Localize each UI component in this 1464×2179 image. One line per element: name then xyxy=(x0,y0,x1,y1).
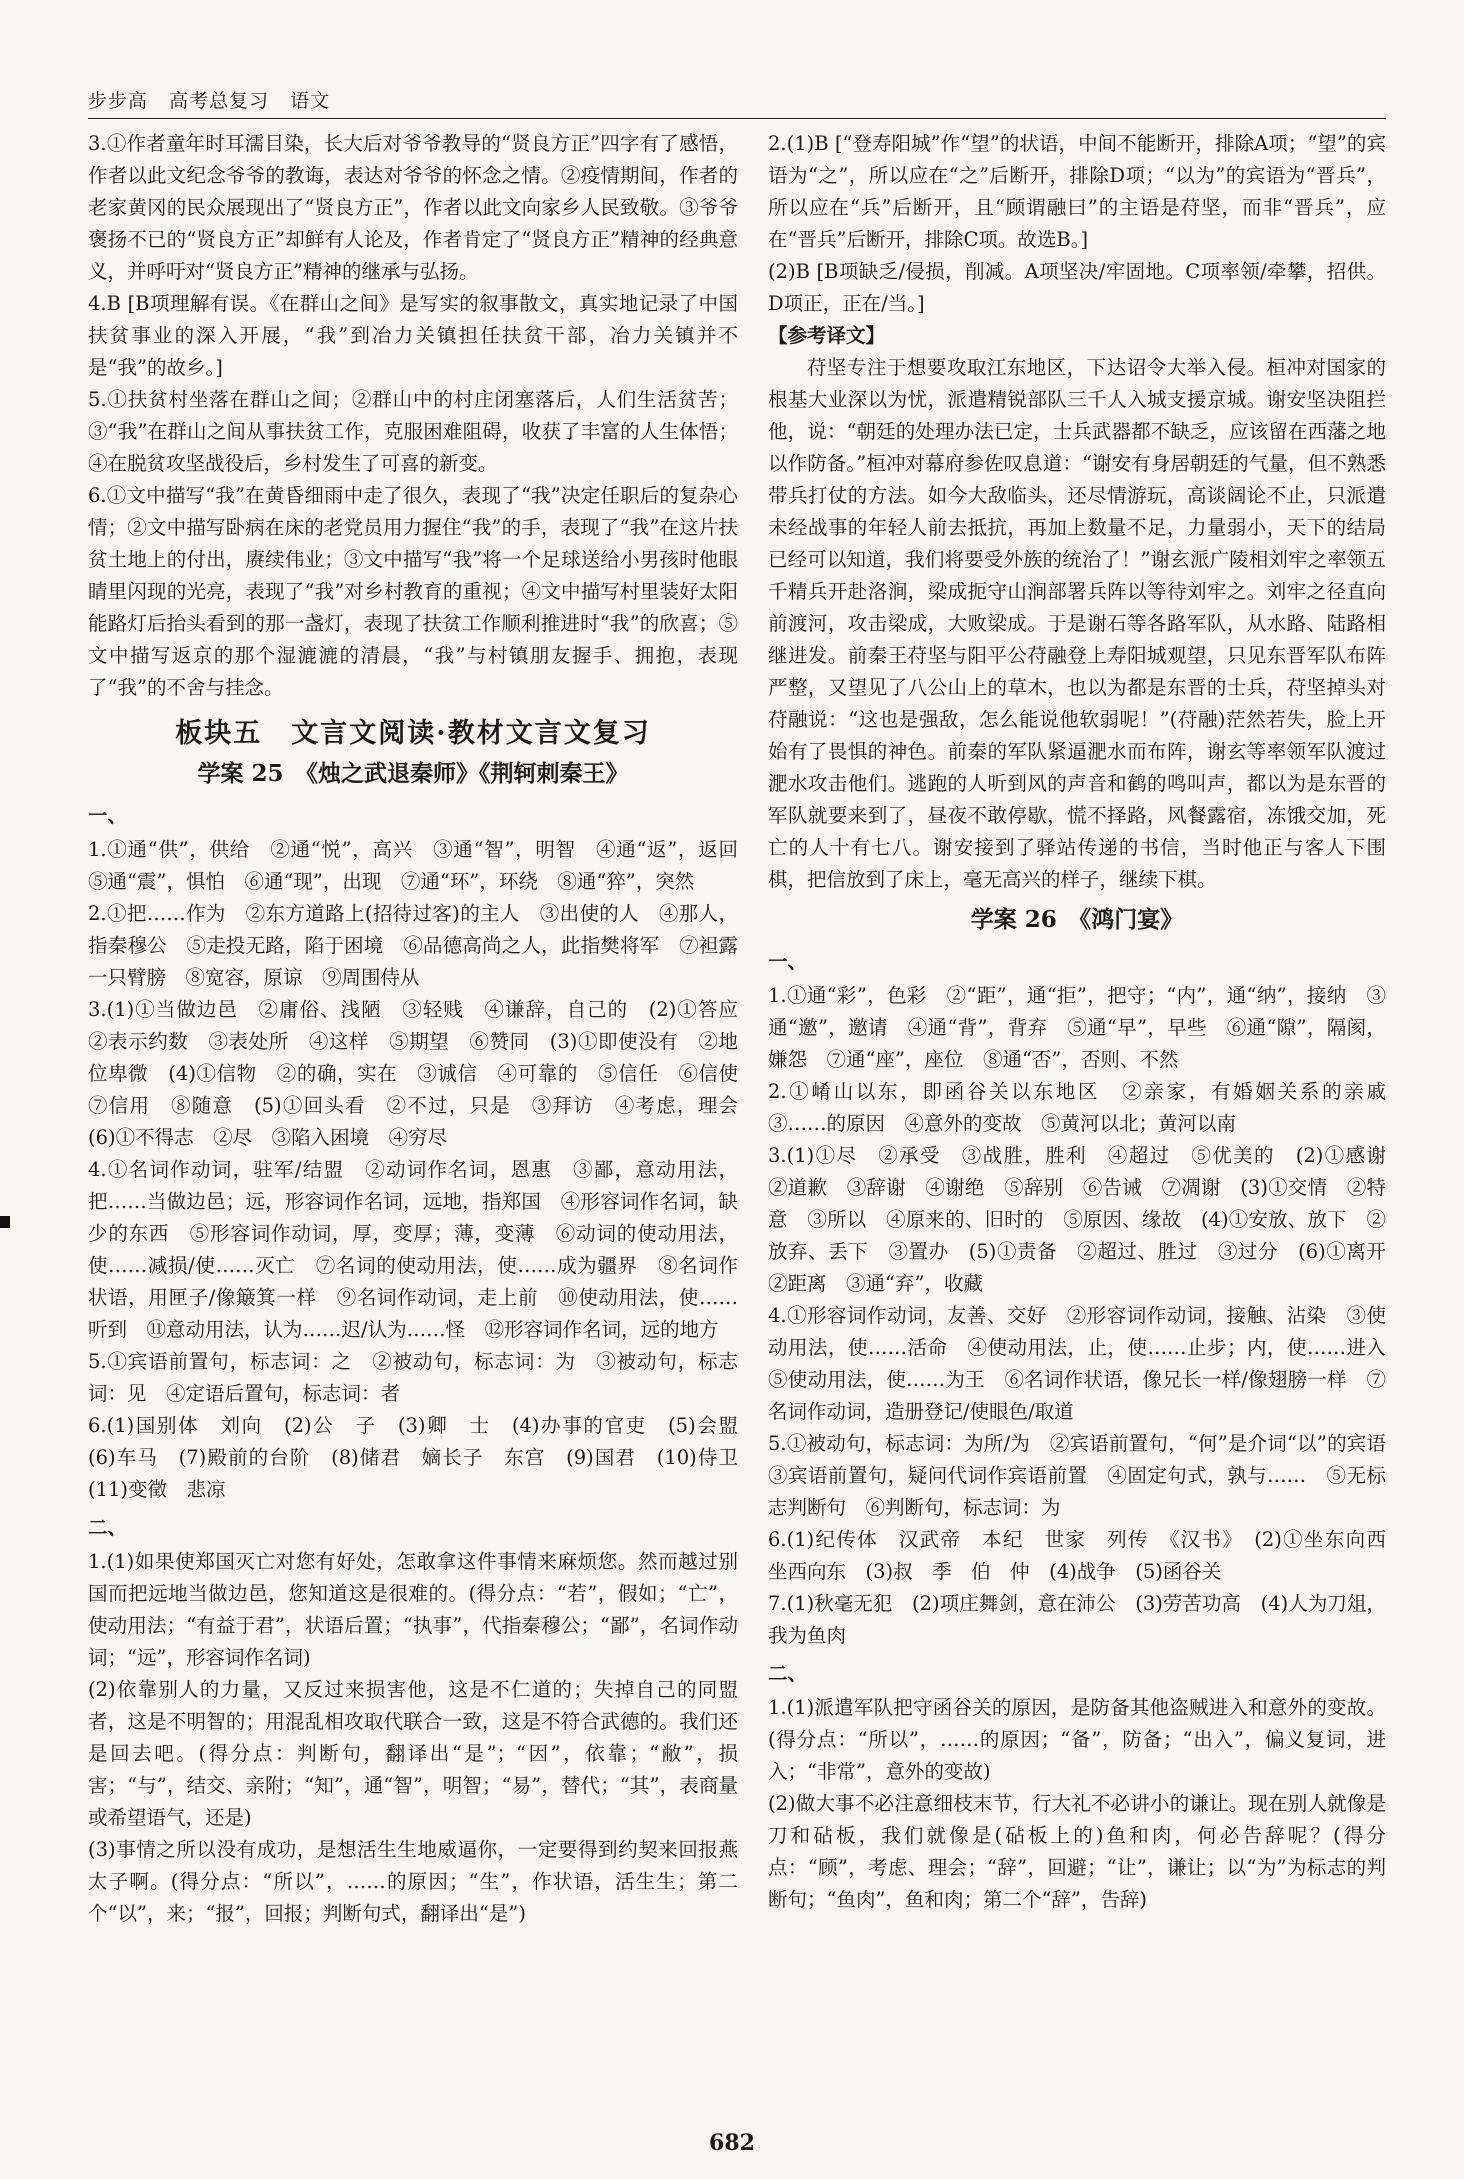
case26-q7: 7.(1)秋毫无犯 (2)项庄舞剑，意在沛公 (3)劳苦功高 (4)人为刀俎，我为鱼肉 xyxy=(768,1592,1386,1647)
case26-translation-1: 1.(1)派遣军队把守函谷关的原因，是防备其他盗贼进入和意外的变故。(得分点：“所以”，……的原因；“备”，防备；“出入”，偏义复词，进入；“非常”，意外的变故) xyxy=(768,1696,1386,1783)
page-number: 682 xyxy=(709,2130,755,2156)
case25-translation-2: (2)依靠别人的力量，又反过来损害他，这是不仁道的；失掉自己的同盟者，这是不明智的；用混乱相攻取代联合一致，这是不符合武德的。我们还是回去吧。(得分点：判断句，翻译出“是”；“因”，依靠；“敝”，损害；“与”，结交、亲附；“知”，通“智”，明智；“易”，替代；“其”，表商量或希望语气，还是) xyxy=(88,1678,738,1829)
part1-mark: 一、 xyxy=(768,950,808,973)
page-header xyxy=(88,86,344,113)
case26-q6: 6.(1)纪传体 汉武帝 本纪 世家 列传 《汉书》 (2)①坐东向西 坐西向东 (3)叔 季 伯 仲 (4)战争 (5)函谷关 xyxy=(768,1528,1406,1583)
answer-2-2: (2)B [B项缺乏/侵损，削减。A项坚决/牢固地。C项率领/牵攀，招供。D项正，正在/当。] xyxy=(768,260,1386,315)
case26-q4: 4.①形容词作动词，友善、交好 ②形容词作动词，接触、沾染 ③使动用法，使……活命 ④使动用法，止，使……止步；内，使……进入 ⑤使动用法，使……为王 ⑥名词作状语，像兄长一样/像翅膀一样 ⑦名词作动词，造册登记/使眼色/取道 xyxy=(768,1304,1406,1423)
answer-5: 5.①扶贫村坐落在群山之间；②群山中的村庄闭塞落后，人们生活贫苦；③“我”在群山之间从事扶贫工作，克服困难阻碍，收获了丰富的人生体悟；④在脱贫攻坚战役后，乡村发生了可喜的新变。 xyxy=(88,388,738,475)
header-subject: 语文 xyxy=(290,90,331,112)
part1-mark: 一、 xyxy=(88,804,128,827)
part2-mark: 二、 xyxy=(88,1516,128,1539)
case25-translation-1: 1.(1)如果使郑国灭亡对您有好处，怎敢拿这件事情来麻烦您。然而越过别国而把远地当做边邑，您知道这是很难的。(得分点：“若”，假如；“亡”，使动用法；“有益于君”，状语后置；“执事”，代指秦穆公；“鄙”，名词作动词；“远”，形容词作名词) xyxy=(88,1550,738,1669)
header-rule xyxy=(88,118,1386,119)
reference-translation-title: 【参考译文】 xyxy=(768,324,886,347)
case25-title: 学案 25 《烛之武退秦师》《荆轲刺秦王》 xyxy=(197,760,629,787)
case26-q1: 1.①通“彩”，色彩 ②“距”，通“拒”，把守；“内”，通“纳”，接纳 ③通“邀”，邀请 ④通“背”，背弃 ⑤通“早”，早些 ⑥通“隙”，隔阂，嫌怨 ⑦通“座”，座位 ⑧通“否”，否则、不然 xyxy=(768,984,1386,1071)
answer-3: 3.①作者童年时耳濡目染，长大后对爷爷教导的“贤良方正”四字有了感悟，作者以此文纪念爷爷的教诲，表达对爷爷的怀念之情。②疫情期间，作者的老家黄冈的民众展现出了“贤良方正”，作者以此文向家乡人民致敬。③爷爷褒扬不已的“贤良方正”却鲜有人论及，作者肯定了“贤良方正”精神的经典意义，并呼吁对“贤良方正”精神的继承与弘扬。 xyxy=(88,132,738,283)
answer-6: 6.①文中描写“我”在黄昏细雨中走了很久，表现了“我”决定任职后的复杂心情；②文中描写卧病在床的老党员用力握住“我”的手，表现了“我”在这片扶贫土地上的付出，赓续伟业；③文中描写“我”将一个足球送给小男孩时他眼睛里闪现的光亮，表现了“我”对乡村教育的重视；④文中描写村里装好太阳能路灯后抬头看到的那一盏灯，表现了扶贫工作顺利推进时“我”的欣喜；⑤文中描写返京的那个湿漉漉的清晨，“我”与村镇朋友握手、拥抱，表现了“我”的不舍与挂念。 xyxy=(88,484,738,699)
case25-q6: 6.(1)国别体 刘向 (2)公 子 (3)卿 士 (4)办事的官吏 (5)会盟 (6)车马 (7)殿前的台阶 (8)储君 嫡长子 东宫 (9)国君 (10)侍卫 (11)变徵 悲凉 xyxy=(88,1414,758,1501)
case25-q4: 4.①名词作动词，驻军/结盟 ②动词作名词，恩惠 ③鄙，意动用法，把……当做边邑；远，形容词作名词，远地，指郑国 ④形容词作名词，缺少的东西 ⑤形容词作动词，厚，变厚；薄，变薄 ⑥动词的使动用法，使……减损/使……灭亡 ⑦名词的使动用法，使……成为疆界 ⑧名词作状语，用匣子/像簸箕一样 ⑨名词作动词，走上前 ⑩使动用法，使……听到 ⑪意动用法，认为……迟/认为……怪 ⑫形容词作名词，远的地方 xyxy=(88,1158,738,1341)
case26-q5: 5.①被动句，标志词：为所/为 ②宾语前置句，“何”是介词“以”的宾语 ③宾语前置句，疑问代词作宾语前置 ④固定句式，孰与…… ⑤无标志判断句 ⑥判断句，标志词：为 xyxy=(768,1432,1406,1519)
section-title: 板块五 文言文阅读·教材文言文复习 xyxy=(175,718,651,749)
part2-mark: 二、 xyxy=(768,1662,808,1685)
case25-translation-3: (3)事情之所以没有成功，是想活生生地威逼你，一定要得到约契来回报燕太子啊。(得分点：“所以”，……的原因；“生”，作状语，活生生；第二个“以”，来；“报”，回报；判断句式，翻译出“是”) xyxy=(88,1838,738,1925)
case26-title: 学案 26 《鸿门宴》 xyxy=(970,906,1184,933)
case26-q3: 3.(1)①尽 ②承受 ③战胜，胜利 ④超过 ⑤优美的 (2)①感谢 ②道歉 ③辞谢 ④谢绝 ⑤辞别 ⑥告诫 ⑦凋谢 (3)①交情 ②特意 ③所以 ④原来的、旧时的 ⑤原因、缘故 (4)①安放、放下 ②放弃、丢下 ③置办 (5)①责备 ②超过、胜过 ③过分 (6)①离开 ②距离 ③通“弃”，收藏 xyxy=(768,1144,1406,1295)
left-column xyxy=(88,128,758,1930)
case26-translation-2: (2)做大事不必注意细枝末节，行大礼不必讲小的谦让。现在别人就像是刀和砧板，我们就像是(砧板上的)鱼和肉，何必告辞呢？(得分点：“顾”，考虑、理会；“辞”，回避；“让”，谦让；以“为”为标志的判断句；“鱼肉”，鱼和肉；第二个“辞”，告辞) xyxy=(768,1792,1386,1911)
case25-q1: 1.①通“供”，供给 ②通“悦”，高兴 ③通“智”，明智 ④通“返”，返回 ⑤通“震”，惧怕 ⑥通“现”，出现 ⑦通“环”，环绕 ⑧通“猝”，突然 xyxy=(88,838,758,893)
reference-translation: 苻坚专注于想要攻取江东地区，下达诏令大举入侵。桓冲对国家的根基大业深以为忧，派遣精锐部队三千人入城支援京城。谢安坚决阻拦他，说：“朝廷的处理办法已定，士兵武器都不缺乏，应该留在西藩之地以作防备。”桓冲对幕府参佐叹息道：“谢安有身居朝廷的气量，但不熟悉带兵打仗的方法。如今大敌临头，还尽情游玩，高谈阔论不止，只派遣未经战事的年轻人前去抵抗，再加上数量不足，力量弱小，天下的结局已经可以知道，我们将要受外族的统治了！”谢玄派广陵相刘牢之率领五千精兵开赴洛涧，梁成扼守山涧部署兵阵以等待刘牢之。刘牢之径直向前渡河，攻击梁成，大败梁成。于是谢石等各路军队，从水路、陆路相继进发。前秦王苻坚与阳平公苻融登上寿阳城观望，只见东晋军队布阵严整，又望见了八公山上的草木，也以为都是东晋的士兵，苻坚掉头对苻融说：“这也是强敌，怎么能说他软弱呢！”(苻融)茫然若失，脸上开始有了畏惧的神色。前秦的军队紧逼淝水而布阵，谢玄等率领军队渡过淝水攻击他们。逃跑的人听到风的声音和鹤的鸣叫声，都以为是东晋的军队就要来到了，昼夜不敢停歇，慌不择路，风餐露宿，冻饿交加，死亡的人十有七八。谢安接到了驿站传递的书信，当时他正与客人下围棋，把信放到了床上，毫无高兴的样子，继续下棋。 xyxy=(768,356,1386,891)
case25-q2: 2.①把……作为 ②东方道路上(招待过客)的主人 ③出使的人 ④那人，指秦穆公 ⑤走投无路，陷于困境 ⑥品德高尚之人，此指樊将军 ⑦袒露一只臂膀 ⑧宽容，原谅 ⑨周围侍从 xyxy=(88,902,738,989)
header-series: 步步高 xyxy=(88,90,149,112)
margin-mark xyxy=(0,1216,10,1228)
right-column xyxy=(768,128,1406,1916)
answer-2-1: 2.(1)B [“登寿阳城”作“望”的状语，中间不能断开，排除A项；“望”的宾语为“之”，所以应在“之”后断开，排除D项；“以为”的宾语为“晋兵”，所以应在“兵”后断开，且“顾谓融曰”的主语是苻坚，而非“晋兵”，应在“晋兵”后断开，排除C项。故选B。] xyxy=(768,132,1386,251)
answer-4: 4.B [B项理解有误。《在群山之间》是写实的叙事散文，真实地记录了中国扶贫事业的深入开展，“我”到冶力关镇担任扶贫干部，冶力关镇并不是“我”的故乡。] xyxy=(88,292,738,379)
case25-q3: 3.(1)①当做边邑 ②庸俗、浅陋 ③轻贱 ④谦辞，自己的 (2)①答应 ②表示约数 ③表处所 ④这样 ⑤期望 ⑥赞同 (3)①即使没有 ②地位卑微 (4)①信物 ②的确，实在 ③诚信 ④可靠的 ⑤信任 ⑥信使 ⑦信用 ⑧随意 (5)①回头看 ②不过，只是 ③拜访 ④考虑，理会 (6)①不得志 ②尽 ③陷入困境 ④穷尽 xyxy=(88,998,758,1149)
case26-q2: 2.①崤山以东，即函谷关以东地区 ②亲家，有婚姻关系的亲戚 ③……的原因 ④意外的变故 ⑤黄河以北；黄河以南 xyxy=(768,1080,1406,1135)
header-title: 高考总复习 xyxy=(169,90,270,112)
case25-q5: 5.①宾语前置句，标志词：之 ②被动句，标志词：为 ③被动句，标志词：见 ④定语后置句，标志词：者 xyxy=(88,1350,738,1405)
